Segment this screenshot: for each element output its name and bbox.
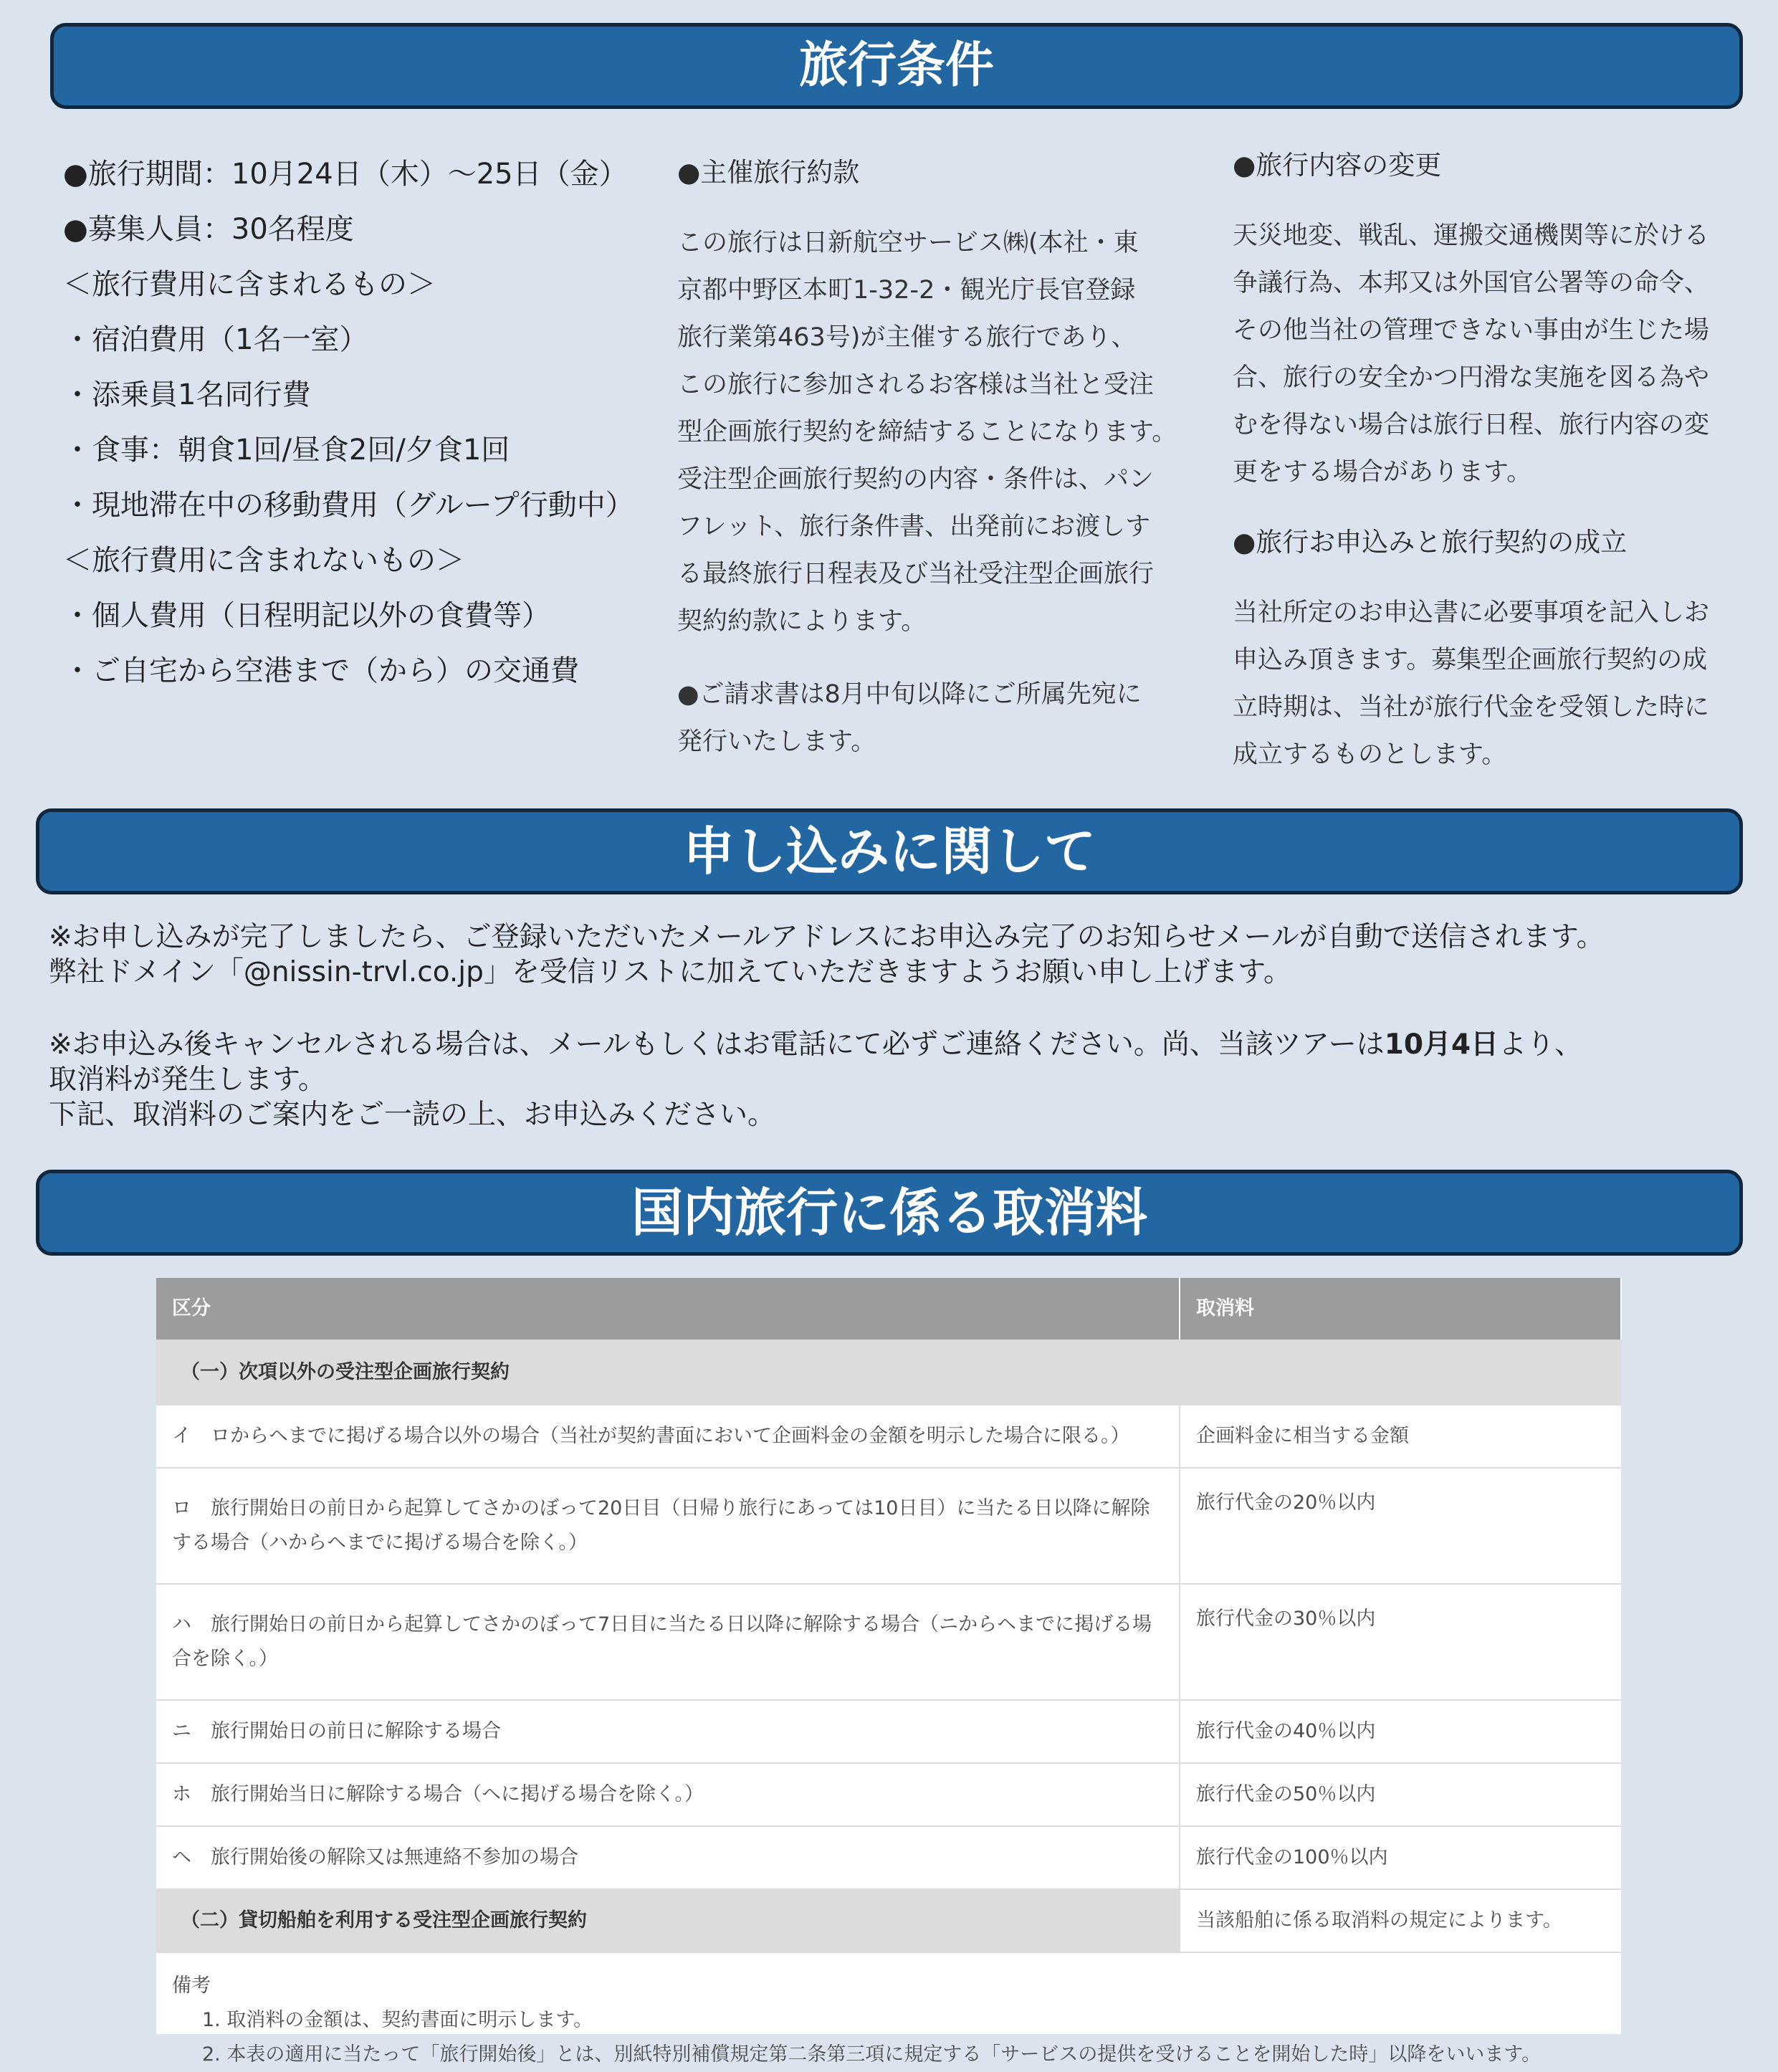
terms-line: フレット、旅行条件書、出発前にお渡しす	[677, 512, 1151, 541]
row-key: ロ	[172, 1497, 191, 1519]
group-label: （二）貸切船舶を利用する受注型企画旅行契約	[156, 1889, 1180, 1952]
row-text: 旅行開始日の前日から起算してさかのぼって20日目（日帰り旅行にあっては10日目）に当たる日以降に解除	[211, 1497, 1150, 1519]
row-text: 旅行開始日の前日から起算してさかのぼって7日目に当たる日以降に解除する場合（ニからヘまでに掲げる場	[211, 1613, 1152, 1636]
conditions-title: 旅行条件	[798, 37, 994, 94]
terms-line: 受注型企画旅行契約の内容・条件は、パン	[677, 465, 1155, 494]
notice-text: ※お申込み後キャンセルされる場合は、メールもしくはお電話にて必ずご連絡ください。尚、当該ツアーは	[49, 1028, 1385, 1061]
contract-line: 成立するものとします。	[1233, 740, 1507, 769]
conditions-middle-column	[677, 152, 1222, 765]
included-item: ・現地滞在中の移動費用（グループ行動中）	[63, 489, 634, 522]
row-text: する場合（ハからヘまでに掲げる場合を除く。）	[172, 1532, 588, 1554]
table-row	[156, 1700, 1621, 1763]
invoice-line: 発行いたします。	[677, 727, 876, 756]
row-category	[156, 1700, 1180, 1763]
cancel-fee-panel	[156, 1278, 1621, 2066]
terms-line: 旅行業第463号)が主催する旅行であり、	[677, 323, 1137, 352]
table-group-row	[156, 1340, 1621, 1405]
contract-body	[1233, 589, 1749, 778]
table-row	[156, 1405, 1621, 1468]
included-item: ・食事：朝食1回/昼食2回/夕食1回	[63, 434, 510, 467]
travel-period: ●旅行期間：10月24日（木）～25日（金）	[63, 158, 628, 191]
row-fee: 旅行代金の100％以内	[1180, 1826, 1621, 1889]
cancel-fee-table	[156, 1278, 1622, 1953]
conditions-right-column	[1233, 145, 1749, 778]
excluded-item: ・個人費用（日程明記以外の食費等）	[63, 599, 550, 632]
remark-item: 1. 取消料の金額は、契約書面に明示します。	[202, 2009, 593, 2031]
row-fee: 旅行代金の40％以内	[1180, 1700, 1621, 1763]
table-row	[156, 1763, 1621, 1826]
row-key: イ	[172, 1425, 191, 1447]
change-line: その他当社の管理できない事由が生じた場	[1233, 316, 1710, 345]
terms-line: る最終旅行日程表及び当社受注型企画旅行	[677, 560, 1155, 588]
excluded-heading: ＜旅行費用に含まれないもの＞	[63, 544, 464, 577]
conditions-banner	[50, 23, 1743, 109]
row-fee: 旅行代金の30％以内	[1180, 1584, 1621, 1700]
notice-line: 取消料が発生します。	[49, 1064, 326, 1096]
terms-line: 京都中野区本町1-32-2・観光庁長官登録	[677, 276, 1136, 305]
header-fee: 取消料	[1180, 1278, 1621, 1340]
notice-line: 下記、取消料のご案内をご一読の上、お申込みください。	[49, 1099, 776, 1131]
capacity: ●募集人員：30名程度	[63, 213, 354, 246]
contract-line: 当社所定のお申込書に必要事項を記入しお	[1233, 598, 1710, 627]
row-key: ヘ	[172, 1846, 191, 1868]
table-group-row	[156, 1889, 1621, 1952]
cancel-fee-banner	[36, 1170, 1743, 1256]
change-line: 合、旅行の安全かつ円滑な実施を図る為や	[1233, 363, 1710, 392]
row-key: ハ	[172, 1613, 191, 1636]
row-category	[156, 1826, 1180, 1889]
notice-text: より、	[1499, 1028, 1583, 1061]
row-key: ニ	[172, 1720, 191, 1742]
application-banner	[36, 808, 1743, 894]
change-line: 更をする場合があります。	[1233, 458, 1532, 487]
change-line: むを得ない場合は旅行日程、旅行内容の変	[1233, 411, 1710, 439]
change-line: 争議行為、本邦又は外国官公署等の命令、	[1233, 269, 1710, 297]
contract-line: 申込み頂きます。募集型企画旅行契約の成	[1233, 646, 1708, 674]
header-category: 区分	[156, 1278, 1180, 1340]
row-text: 旅行開始日の前日に解除する場合	[211, 1720, 501, 1742]
remarks	[156, 1953, 1621, 2072]
row-text: 旅行開始当日に解除する場合（ヘに掲げる場合を除く。）	[211, 1783, 704, 1805]
row-fee: 当該船舶に係る取消料の規定によります。	[1180, 1889, 1621, 1952]
invoice-line: ●ご請求書は8月中旬以降にご所属先宛に	[677, 680, 1142, 709]
conditions-left-column	[63, 147, 658, 699]
row-fee: 旅行代金の20％以内	[1180, 1468, 1621, 1584]
row-category	[156, 1584, 1180, 1700]
remark-item: 2. 本表の適用に当たって「旅行開始後」とは、別紙特別補償規定第二条第三項に規定する「サービスの提供を受けることを開始した時」以降をいいます。	[202, 2043, 1542, 2066]
change-heading: ●旅行内容の変更	[1233, 150, 1442, 181]
terms-line: 型企画旅行契約を締結することになります。	[677, 418, 1177, 447]
table-row	[156, 1584, 1621, 1700]
cancel-fee-title: 国内旅行に係る取消料	[631, 1183, 1147, 1243]
terms-body	[677, 219, 1222, 645]
contract-heading: ●旅行お申込みと旅行契約の成立	[1233, 527, 1628, 558]
row-category	[156, 1405, 1180, 1468]
excluded-item: ・ご自宅から空港まで（から）の交通費	[63, 654, 579, 687]
application-notice	[49, 920, 1754, 1132]
invoice-note	[677, 671, 1222, 765]
terms-line: この旅行に参加されるお客様は当社と受注	[677, 371, 1155, 399]
terms-line: 契約約款によります。	[677, 607, 927, 636]
change-line: 天災地変、戦乱、運搬交通機関等に於ける	[1233, 221, 1710, 250]
notice-line	[49, 1027, 1754, 1062]
table-row	[156, 1826, 1621, 1889]
contract-line: 立時期は、当社が旅行代金を受領した時に	[1233, 693, 1710, 722]
group-label: （一）次項以外の受注型企画旅行契約	[156, 1340, 1621, 1405]
row-text: 合を除く。）	[172, 1648, 278, 1670]
row-text: ロからヘまでに掲げる場合以外の場合（当社が契約書面において企画料金の金額を明示した場合に限る。）	[211, 1425, 1130, 1447]
row-text: 旅行開始後の解除又は無連絡不参加の場合	[211, 1846, 578, 1868]
cancel-start-date: 10月4日	[1384, 1028, 1499, 1061]
terms-line: この旅行は日新航空サービス㈱(本社・東	[677, 229, 1139, 257]
table-header-row	[156, 1278, 1621, 1340]
table-row	[156, 1468, 1621, 1584]
row-fee: 企画料金に相当する金額	[1180, 1405, 1621, 1468]
row-key: ホ	[172, 1783, 191, 1805]
row-category	[156, 1468, 1180, 1584]
row-category	[156, 1763, 1180, 1826]
row-fee: 旅行代金の50％以内	[1180, 1763, 1621, 1826]
included-item: ・宿泊費用（1名一室）	[63, 323, 368, 356]
remarks-title: 備考	[172, 1975, 211, 1997]
included-heading: ＜旅行費用に含まれるもの＞	[63, 268, 436, 301]
application-title: 申し込みに関して	[682, 821, 1096, 882]
terms-heading: ●主催旅行約款	[677, 157, 860, 188]
included-item: ・添乗員1名同行費	[63, 378, 311, 411]
notice-line: ※お申し込みが完了しましたら、ご登録いただいたメールアドレスにお申込み完了のお知らせメールが自動で送信されます。	[49, 921, 1605, 953]
change-body	[1233, 212, 1749, 496]
notice-line: 弊社ドメイン「@nissin-trvl.co.jp」を受信リストに加えていただきますようお願い申し上げます。	[49, 956, 1291, 988]
